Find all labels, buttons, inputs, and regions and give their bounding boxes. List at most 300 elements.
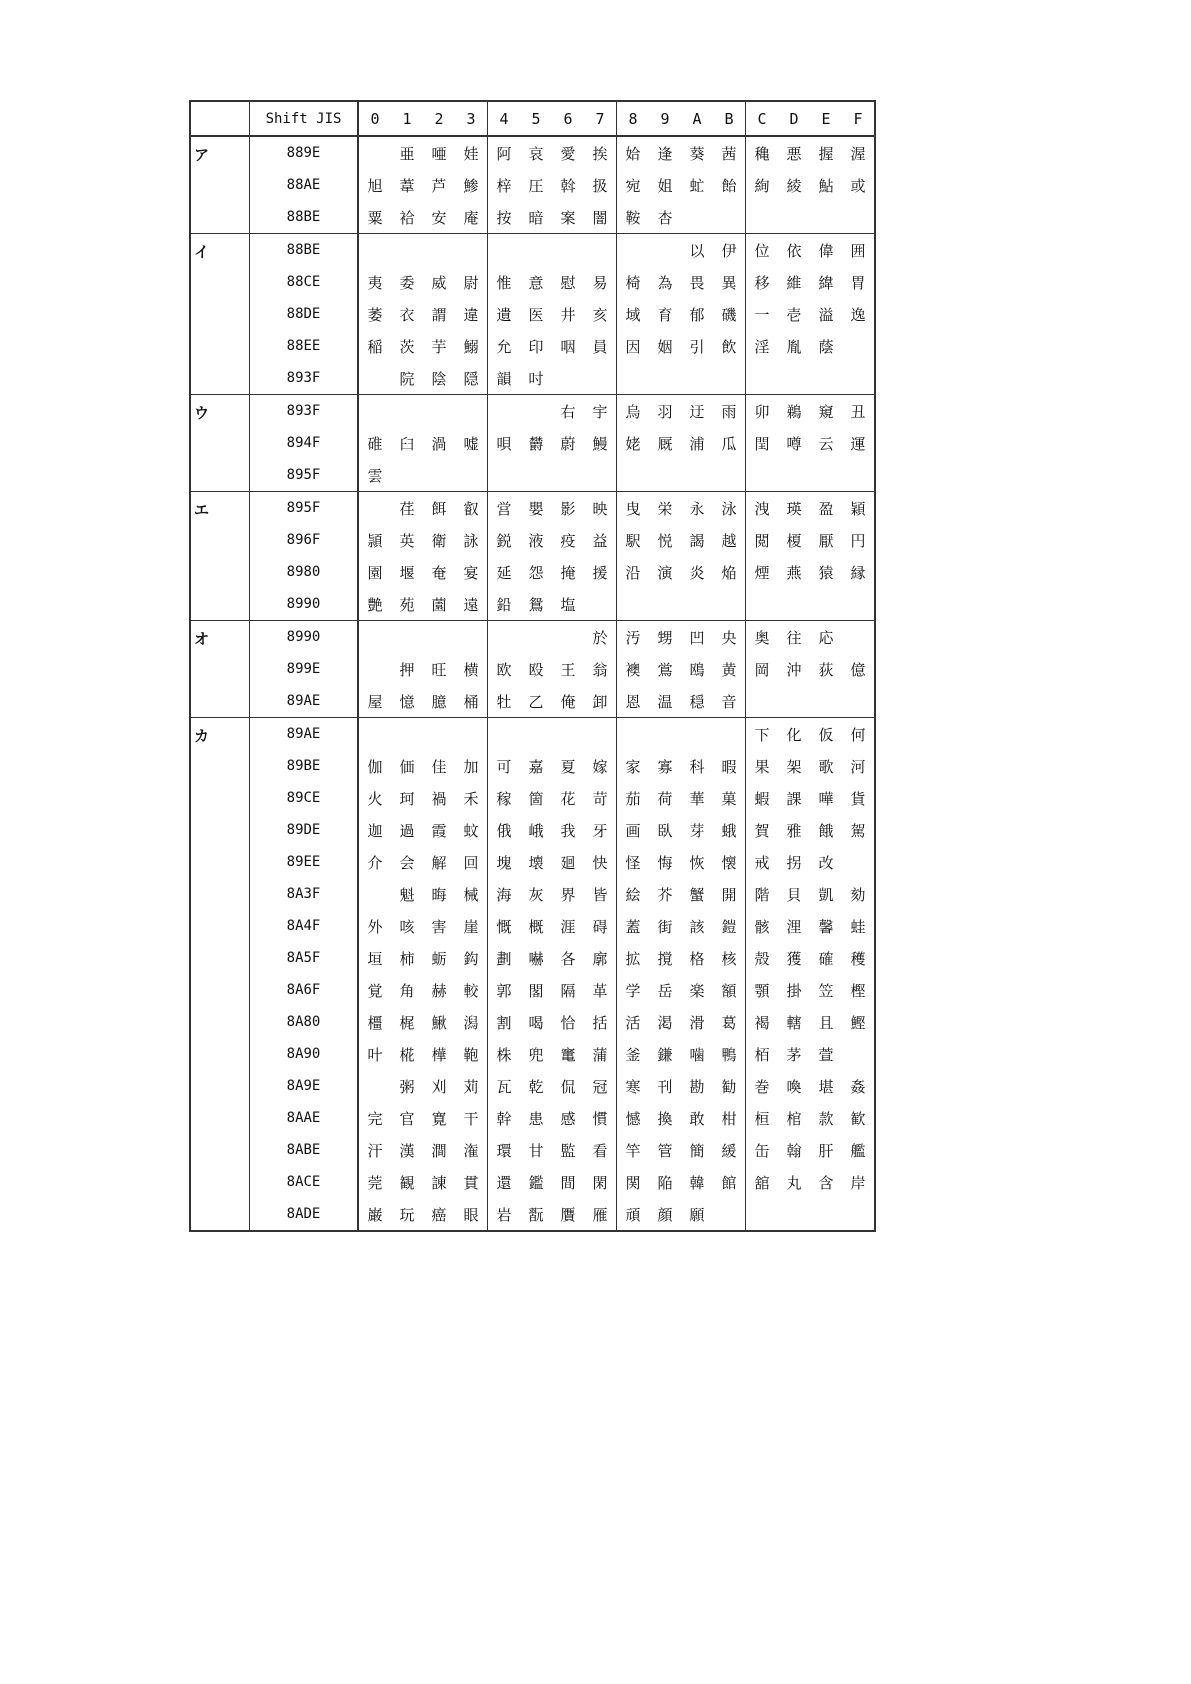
table-row (190, 846, 875, 878)
table-row (190, 653, 875, 685)
kanji-cell: 禾 (455, 782, 488, 814)
kanji-cell: 宴 (455, 556, 488, 588)
kanji-cell: 岳 (657, 981, 673, 1000)
kanji-cell (810, 588, 842, 621)
kanji-cell: 棺 (786, 1109, 802, 1128)
kanji-cell (681, 718, 713, 751)
kana-group-label: エ (190, 492, 250, 621)
kanji-cell: 往 (778, 621, 810, 654)
kanji-cell: 巌 (367, 1205, 383, 1224)
kanji-cell: 渇 (657, 1013, 673, 1032)
table-row (190, 136, 875, 169)
kanji-cell (842, 846, 875, 878)
kanji-cell: 喚 (786, 1077, 802, 1096)
kanji-cell: 威 (431, 273, 447, 292)
shift-jis-code-cell: 894F (250, 427, 359, 459)
kanji-cell (391, 718, 423, 751)
kanji-cell: 劃 (496, 949, 512, 968)
shift-jis-code-cell: 88BE (250, 234, 359, 267)
kanji-cell (746, 201, 779, 234)
kanji-cell: 囲 (842, 234, 875, 267)
kanji-cell: 襖 (625, 660, 641, 679)
kanji-cell: 間 (560, 1173, 576, 1192)
kanji-cell: 廻 (560, 853, 576, 872)
kanji-cell: 姐 (657, 176, 673, 195)
shift-jis-code-cell: 893F (250, 362, 359, 395)
kanji-cell: 我 (560, 821, 576, 840)
kanji-cell: 亥 (584, 298, 617, 330)
kanji-cell: 越 (713, 524, 746, 556)
kanji-cell: 運 (850, 434, 866, 453)
kanji-cell: 虻 (689, 176, 705, 195)
kanji-cell: 干 (455, 1102, 488, 1134)
kanji-cell (552, 718, 584, 751)
kanji-cell: 晦 (431, 885, 447, 904)
shift-jis-code-cell: 8990 (250, 588, 359, 621)
kanji-cell: 会 (399, 853, 415, 872)
kanji-cell: 哀 (520, 136, 552, 169)
kanji-cell (617, 718, 650, 751)
kanji-cell: 画 (625, 821, 641, 840)
kanji-cell: 閲 (754, 531, 770, 550)
shift-jis-code-cell: 889E (250, 136, 359, 169)
kanji-cell: 茅 (786, 1045, 802, 1064)
kanji-cell (520, 621, 552, 654)
kanji-cell: 絢 (754, 176, 770, 195)
kanji-cell: 確 (818, 949, 834, 968)
kanji-cell: 角 (399, 981, 415, 1000)
kanji-cell: 為 (657, 273, 673, 292)
table-row (190, 427, 875, 459)
kanji-cell: 懐 (713, 846, 746, 878)
kanji-cell: 貨 (850, 789, 866, 808)
kanji-cell: 開 (713, 878, 746, 910)
kanji-cell: 憶 (399, 692, 415, 711)
shift-jis-code-cell: 89CE (250, 782, 359, 814)
kanji-cell: 渥 (842, 136, 875, 169)
kanji-cell: 外 (367, 917, 383, 936)
kanji-cell (423, 234, 455, 267)
kanji-cell: 慨 (496, 917, 512, 936)
kanji-cell (455, 718, 488, 751)
kanji-cell (778, 459, 810, 492)
kanji-cell: 泳 (713, 492, 746, 525)
kanji-cell (713, 362, 746, 395)
kanji-cell: 猿 (818, 563, 834, 582)
kanji-cell (810, 1198, 842, 1231)
kanji-cell: 火 (367, 789, 383, 808)
kanji-cell: 滑 (689, 1013, 705, 1032)
kanji-cell: 換 (657, 1109, 673, 1128)
kanji-cell: 暇 (713, 750, 746, 782)
kanji-cell: 甥 (649, 621, 681, 654)
kanji-cell (746, 362, 779, 395)
kanji-cell: 嬰 (520, 492, 552, 525)
kanji-cell: 兜 (528, 1045, 544, 1064)
kanji-cell: 科 (689, 757, 705, 776)
kanji-cell: 仮 (810, 718, 842, 751)
kanji-cell: 溢 (818, 305, 834, 324)
kanji-cell: 悪 (778, 136, 810, 169)
kanji-cell (455, 459, 488, 492)
kanji-cell: 峨 (528, 821, 544, 840)
kanji-cell (552, 234, 584, 267)
table-row (190, 524, 875, 556)
hex-column-header: F (842, 101, 875, 136)
kanji-cell: 椛 (399, 1045, 415, 1064)
kanji-cell: 河 (850, 757, 866, 776)
kanji-cell: 眼 (455, 1198, 488, 1231)
hex-column-header: A (681, 101, 713, 136)
kanji-cell: 蛙 (850, 917, 866, 936)
kanji-cell: 栄 (649, 492, 681, 525)
kanji-cell: 奄 (431, 563, 447, 582)
hex-column-header: 9 (649, 101, 681, 136)
kanji-cell: 稼 (496, 789, 512, 808)
kanji-cell (713, 718, 746, 751)
kanji-cell: 綾 (786, 176, 802, 195)
kanji-cell: 鮎 (818, 176, 834, 195)
kanji-cell: 橿 (367, 1013, 383, 1032)
table-row (190, 330, 875, 362)
shift-jis-code-cell: 8AAE (250, 1102, 359, 1134)
kanji-cell: 芥 (657, 885, 673, 904)
kanji-cell: 芋 (431, 337, 447, 356)
kanji-cell: 葛 (713, 1006, 746, 1038)
kanji-cell: 円 (850, 531, 866, 550)
table-row (190, 362, 875, 395)
kanji-cell: 駕 (850, 821, 866, 840)
kanji-cell: 茄 (625, 789, 641, 808)
kanji-cell: 院 (399, 369, 415, 388)
kanji-cell: 以 (681, 234, 713, 267)
kanji-cell: 娃 (455, 136, 488, 169)
kanji-cell: 吋 (528, 369, 544, 388)
table-row (190, 266, 875, 298)
kanji-cell: 穏 (689, 692, 705, 711)
table-row (190, 1166, 875, 1198)
kanji-cell: 衣 (399, 305, 415, 324)
kanji-cell: 該 (689, 917, 705, 936)
kanji-cell: 乾 (528, 1077, 544, 1096)
kanji-cell: 畏 (689, 273, 705, 292)
shift-jis-code-cell: 88EE (250, 330, 359, 362)
kanji-cell: 歓 (850, 1109, 866, 1128)
shift-jis-code-cell: 8A5F (250, 942, 359, 974)
kanji-cell: 袷 (399, 208, 415, 227)
kanji-cell: 浬 (786, 917, 802, 936)
kanji-cell: 鴨 (713, 1038, 746, 1070)
table-row (190, 750, 875, 782)
kanji-cell: 応 (810, 621, 842, 654)
kanji-cell (488, 621, 521, 654)
kanji-cell: 寒 (625, 1077, 641, 1096)
kanji-cell: 恰 (560, 1013, 576, 1032)
kanji-cell: 臆 (431, 692, 447, 711)
shift-jis-code-cell: 895F (250, 492, 359, 525)
kanji-cell: 株 (496, 1045, 512, 1064)
kanji-cell: 館 (713, 1166, 746, 1198)
kanji-cell: 謁 (689, 531, 705, 550)
kanji-cell: 凹 (681, 621, 713, 654)
table-row (190, 492, 875, 525)
kanji-cell: 依 (778, 234, 810, 267)
kanji-cell: 温 (657, 692, 673, 711)
kanji-cell: 蛾 (713, 814, 746, 846)
kanji-cell (842, 330, 875, 362)
kanji-cell: 斡 (560, 176, 576, 195)
shift-jis-code-cell: 8980 (250, 556, 359, 588)
kanji-cell: 旭 (367, 176, 383, 195)
kanji-cell (617, 588, 650, 621)
kanji-cell: 瓦 (496, 1077, 512, 1096)
kanji-cell: 握 (810, 136, 842, 169)
table-row (190, 1102, 875, 1134)
kanji-cell: 厩 (657, 434, 673, 453)
table-row (190, 910, 875, 942)
table-row (190, 1038, 875, 1070)
kanji-cell (455, 234, 488, 267)
kanji-cell: 庵 (455, 201, 488, 234)
kanji-cell: 夷 (367, 273, 383, 292)
kanji-cell: 印 (528, 337, 544, 356)
shift-jis-code-cell: 89AE (250, 685, 359, 718)
hex-column-header: 0 (358, 101, 391, 136)
kanji-cell (552, 621, 584, 654)
kanji-cell: 挨 (584, 136, 617, 169)
table-row (190, 234, 875, 267)
kanji-cell: 閏 (754, 434, 770, 453)
kanji-cell (358, 653, 391, 685)
kanji-cell: 厭 (818, 531, 834, 550)
kanji-cell: 戒 (754, 853, 770, 872)
kanji-cell (746, 1198, 779, 1231)
kanji-cell: 殴 (528, 660, 544, 679)
kanji-cell: 憾 (625, 1109, 641, 1128)
kanji-cell: 下 (746, 718, 779, 751)
kanji-cell: 価 (399, 757, 415, 776)
kanji-cell (423, 621, 455, 654)
kanji-cell: 顔 (657, 1205, 673, 1224)
kanji-cell: 監 (560, 1141, 576, 1160)
kanji-cell (488, 459, 521, 492)
kanji-cell: 箇 (528, 789, 544, 808)
kanji-cell: 楽 (689, 981, 705, 1000)
kanji-cell (423, 395, 455, 428)
kanji-cell: 葵 (681, 136, 713, 169)
kanji-cell (617, 459, 650, 492)
kanji-cell: 閑 (584, 1166, 617, 1198)
kanji-cell: 灰 (528, 885, 544, 904)
kanji-cell: 餌 (423, 492, 455, 525)
kanji-cell: 遺 (496, 305, 512, 324)
kanji-cell: 苑 (399, 595, 415, 614)
kanji-cell: 嫁 (584, 750, 617, 782)
kanji-cell: 割 (496, 1013, 512, 1032)
kanji-cell: 営 (488, 492, 521, 525)
kanji-cell: 椅 (625, 273, 641, 292)
kanji-cell: 蛎 (431, 949, 447, 968)
kanji-cell (391, 395, 423, 428)
kanji-cell (358, 234, 391, 267)
kanji-cell: 鵜 (778, 395, 810, 428)
kanji-cell: 柿 (399, 949, 415, 968)
kanji-cell: 桓 (754, 1109, 770, 1128)
kanji-cell: 欧 (496, 660, 512, 679)
kanji-cell: 釜 (625, 1045, 641, 1064)
kanji-cell: 翁 (584, 653, 617, 685)
kanji-cell: 癌 (431, 1205, 447, 1224)
kanji-cell (810, 362, 842, 395)
kanji-cell (649, 234, 681, 267)
kanji-cell: 塩 (560, 595, 576, 614)
kanji-cell: 洩 (746, 492, 779, 525)
kanji-cell: 浦 (689, 434, 705, 453)
kanji-cell: 鋭 (496, 531, 512, 550)
kanji-cell (649, 362, 681, 395)
kanji-cell: 苛 (584, 782, 617, 814)
kanji-cell (778, 685, 810, 718)
shift-jis-kanji-table (189, 100, 876, 1232)
kanji-cell: 喝 (528, 1013, 544, 1032)
kanji-cell: 扱 (584, 169, 617, 201)
kanji-cell: 衛 (431, 531, 447, 550)
kanji-cell (778, 362, 810, 395)
kanji-cell: 鯵 (455, 169, 488, 201)
kanji-cell: 漢 (399, 1141, 415, 1160)
kanji-cell: 敢 (689, 1109, 705, 1128)
shift-jis-code-cell: 89EE (250, 846, 359, 878)
kanji-cell: 寡 (657, 757, 673, 776)
kanji-cell (358, 492, 391, 525)
kana-group-label: カ (190, 718, 250, 1232)
kanji-cell: 禍 (431, 789, 447, 808)
table-row (190, 814, 875, 846)
kanji-cell: 液 (528, 531, 544, 550)
kanji-cell: 雲 (367, 466, 383, 485)
kanji-cell: 慣 (584, 1102, 617, 1134)
kanji-cell: 拐 (786, 853, 802, 872)
hex-column-header: 8 (617, 101, 650, 136)
kanji-cell: 丸 (786, 1173, 802, 1192)
kanji-cell: 咽 (560, 337, 576, 356)
kanji-cell: 佳 (431, 757, 447, 776)
kanji-cell (649, 459, 681, 492)
kanji-cell: 尉 (455, 266, 488, 298)
kanji-cell (552, 459, 584, 492)
kanji-cell: 姶 (617, 136, 650, 169)
kanji-cell (584, 588, 617, 621)
kanji-cell: 杏 (657, 208, 673, 227)
kanji-cell: 右 (552, 395, 584, 428)
kanji-cell: 井 (560, 305, 576, 324)
kanji-cell: 蚊 (455, 814, 488, 846)
kanji-cell: 荏 (391, 492, 423, 525)
kanji-cell: 回 (455, 846, 488, 878)
kanji-cell (552, 362, 584, 395)
kanji-cell (713, 201, 746, 234)
kanji-cell: 甘 (528, 1141, 544, 1160)
kanji-cell: 偉 (810, 234, 842, 267)
kanji-cell (842, 1198, 875, 1231)
kanji-cell: 顎 (754, 981, 770, 1000)
kanji-cell: 頑 (625, 1205, 641, 1224)
kanji-cell: 肝 (818, 1141, 834, 1160)
kanji-cell: 韓 (689, 1173, 705, 1192)
table-row (190, 556, 875, 588)
kanji-cell: 贋 (560, 1205, 576, 1224)
kana-group-label: ア (190, 136, 250, 234)
kanji-cell: 怨 (528, 563, 544, 582)
kanji-cell (746, 685, 779, 718)
kanji-cell: 薗 (431, 595, 447, 614)
kanji-cell (520, 718, 552, 751)
kanji-cell: 苅 (455, 1070, 488, 1102)
kanji-cell: 鞄 (455, 1038, 488, 1070)
kanji-cell: 竿 (625, 1141, 641, 1160)
kanji-cell (358, 878, 391, 910)
kanji-cell: 医 (528, 305, 544, 324)
table-row (190, 395, 875, 428)
kanji-cell: 覚 (367, 981, 383, 1000)
shift-jis-code-cell: 89DE (250, 814, 359, 846)
kanji-cell: 歌 (818, 757, 834, 776)
shift-jis-code-cell: 8ACE (250, 1166, 359, 1198)
kanji-cell (358, 1070, 391, 1102)
kanji-cell (810, 201, 842, 234)
kanji-cell: 汚 (617, 621, 650, 654)
hex-column-header: 1 (391, 101, 423, 136)
hex-column-header: 4 (488, 101, 521, 136)
kanji-cell: 屋 (367, 692, 383, 711)
kanji-cell (391, 621, 423, 654)
kanji-cell (778, 1198, 810, 1231)
kanji-cell: 飴 (713, 169, 746, 201)
table-row (190, 1134, 875, 1166)
kanji-cell: 壱 (786, 305, 802, 324)
kanji-cell (842, 621, 875, 654)
table-row (190, 169, 875, 201)
kanji-cell: 款 (818, 1109, 834, 1128)
kanji-cell: 育 (657, 305, 673, 324)
kanji-cell: 涯 (560, 917, 576, 936)
kanji-cell: 唄 (496, 434, 512, 453)
kanji-cell: 稲 (367, 337, 383, 356)
kanji-cell: 塊 (496, 853, 512, 872)
kanji-cell: 寛 (431, 1109, 447, 1128)
header-row (190, 101, 875, 136)
kanji-cell: 隠 (455, 362, 488, 395)
kanji-cell: 笠 (818, 981, 834, 1000)
kanji-cell: 延 (496, 563, 512, 582)
kanji-cell: 謂 (431, 305, 447, 324)
kanji-cell: 餓 (818, 821, 834, 840)
table-row (190, 942, 875, 974)
kanji-cell: 茨 (399, 337, 415, 356)
kanji-cell: 悦 (657, 531, 673, 550)
kanji-cell (842, 459, 875, 492)
kanji-cell: 骸 (754, 917, 770, 936)
kanji-cell: 臥 (657, 821, 673, 840)
hex-column-header: 6 (552, 101, 584, 136)
kanji-cell: 易 (584, 266, 617, 298)
kanji-cell: 岸 (850, 1173, 866, 1192)
kanji-cell: 於 (584, 621, 617, 654)
kana-column-header (190, 101, 250, 136)
kanji-cell: 粟 (367, 208, 383, 227)
shift-jis-code-cell: 88CE (250, 266, 359, 298)
kanji-cell (746, 459, 779, 492)
